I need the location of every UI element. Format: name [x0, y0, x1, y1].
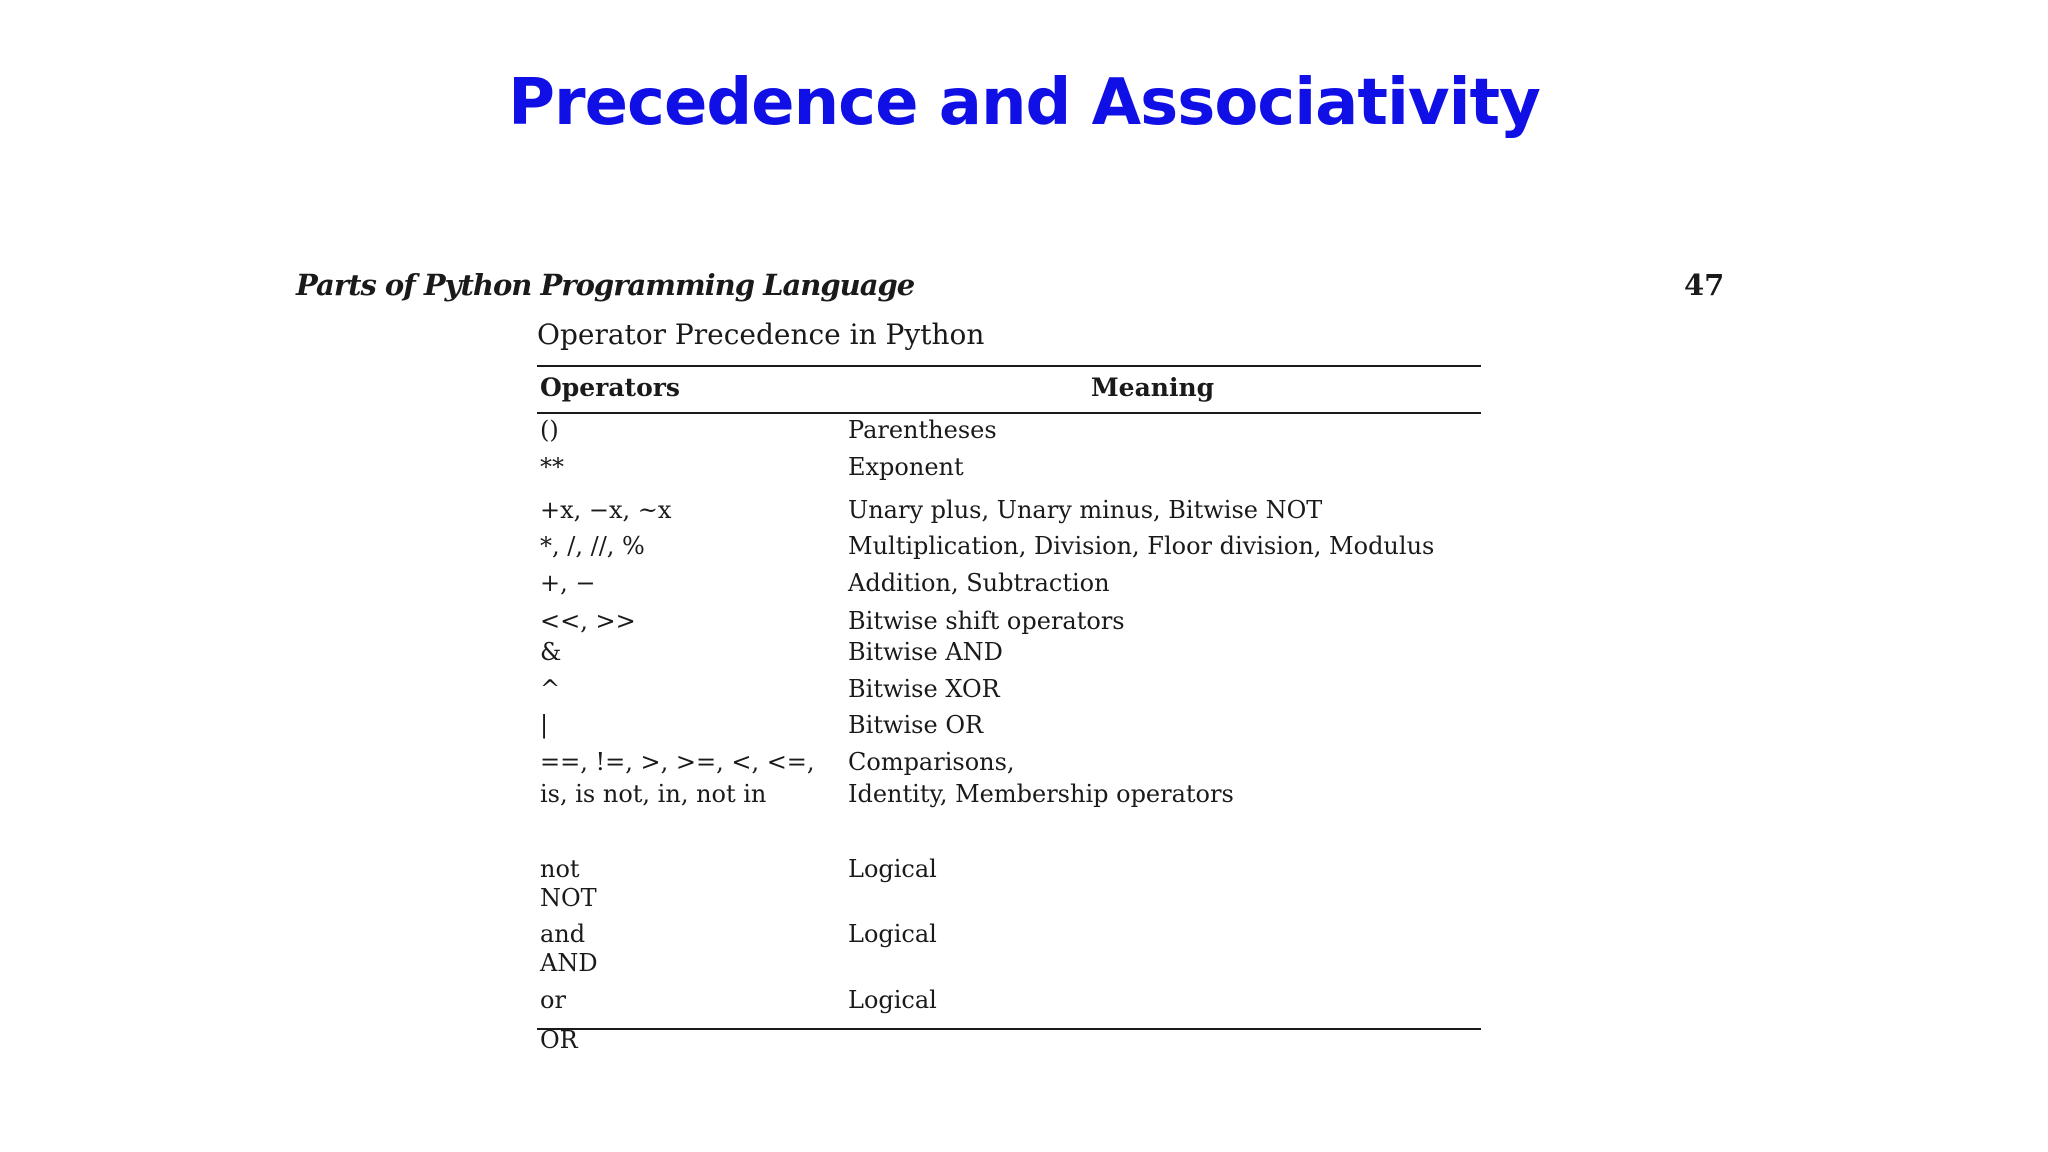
table-cell-operators: OR	[540, 1026, 578, 1054]
table-cell-meaning: Bitwise AND	[848, 638, 1003, 666]
table-cell-meaning: Addition, Subtraction	[848, 569, 1110, 597]
table-cell-meaning: Parentheses	[848, 416, 997, 444]
table-top-rule	[537, 365, 1481, 367]
table-cell-operators: |	[540, 711, 549, 739]
slide-title: Precedence and Associativity	[508, 66, 1540, 140]
table-cell-operators: and	[540, 920, 586, 948]
table-cell-meaning: Unary plus, Unary minus, Bitwise NOT	[848, 496, 1323, 524]
column-header-meaning: Meaning	[1091, 373, 1215, 402]
table-cell-operators: is, is not, in, not in	[540, 780, 767, 808]
table-cell-operators: NOT	[540, 884, 597, 912]
table-cell-operators: +x, −x, ~x	[540, 496, 672, 524]
table-cell-operators: *, /, //, %	[540, 532, 645, 560]
table-cell-operators: not	[540, 855, 580, 883]
table-cell-meaning: Exponent	[848, 453, 964, 481]
table-cell-operators: ()	[540, 416, 559, 444]
table-cell-meaning: Identity, Membership operators	[848, 780, 1234, 808]
table-cell-meaning: Logical	[848, 855, 937, 883]
table-cell-operators: **	[540, 453, 564, 481]
table-cell-operators: AND	[540, 949, 598, 977]
table-cell-meaning: Bitwise OR	[848, 711, 984, 739]
table-cell-operators: ==, !=, >, >=, <, <=,	[540, 748, 815, 776]
table-header-rule	[537, 412, 1481, 414]
table-caption: Operator Precedence in Python	[537, 318, 985, 351]
table-cell-operators: &	[540, 638, 562, 666]
book-running-header: Parts of Python Programming Language	[296, 268, 915, 302]
page-number: 47	[1684, 268, 1725, 302]
table-cell-meaning: Multiplication, Division, Floor division, Modulus	[848, 532, 1435, 560]
table-cell-operators: +, −	[540, 569, 596, 597]
column-header-operators: Operators	[540, 373, 681, 402]
table-cell-operators: or	[540, 986, 566, 1014]
table-cell-meaning: Bitwise XOR	[848, 675, 1000, 703]
table-bottom-rule	[537, 1028, 1481, 1030]
table-cell-operators: ^	[540, 675, 561, 703]
table-cell-operators: <<, >>	[540, 607, 636, 635]
table-cell-meaning: Bitwise shift operators	[848, 607, 1125, 635]
table-cell-meaning: Logical	[848, 920, 937, 948]
table-cell-meaning: Comparisons,	[848, 748, 1015, 776]
table-cell-meaning: Logical	[848, 986, 937, 1014]
